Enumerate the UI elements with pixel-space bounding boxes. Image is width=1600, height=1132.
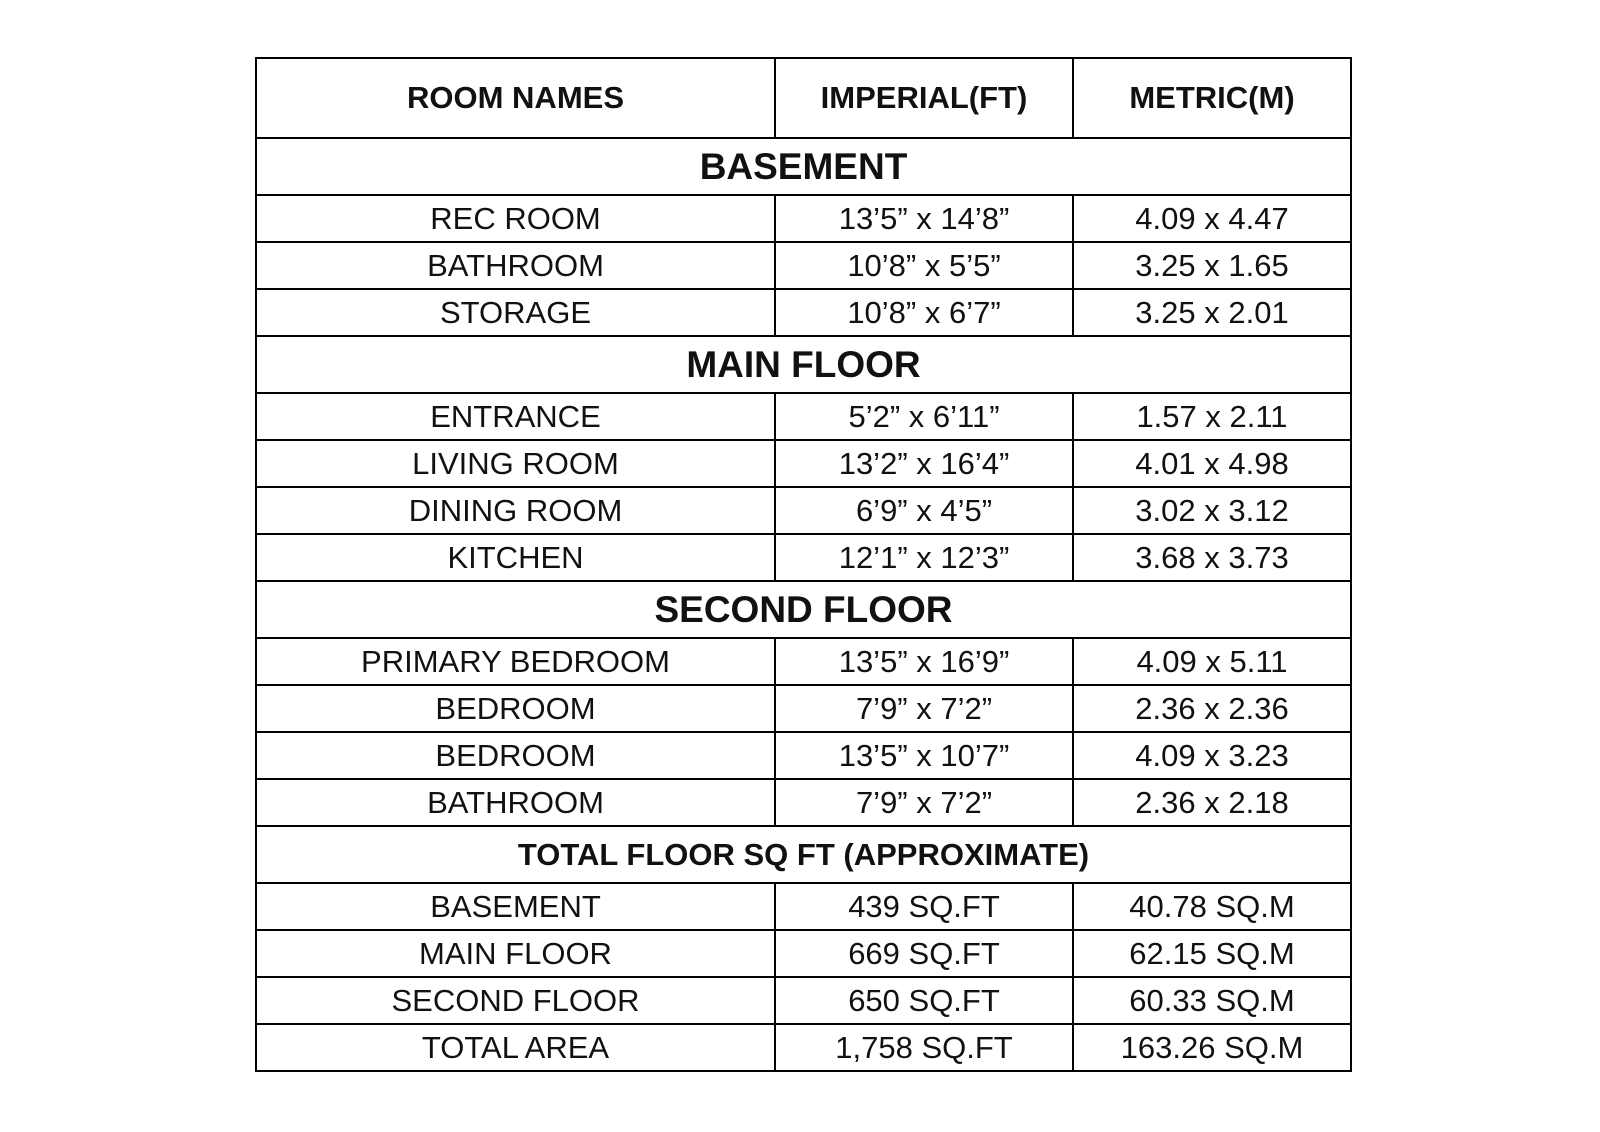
section-row-second-floor <box>256 581 1351 638</box>
header-imperial: IMPERIAL(FT) <box>775 58 1073 138</box>
room-name: REC ROOM <box>256 195 775 242</box>
section-row-basement <box>256 138 1351 195</box>
header-metric: METRIC(M) <box>1073 58 1351 138</box>
metric-area: 163.26 SQ.M <box>1073 1024 1351 1071</box>
table-row <box>256 732 1351 779</box>
metric-size: 3.68 x 3.73 <box>1073 534 1351 581</box>
metric-size: 4.09 x 4.47 <box>1073 195 1351 242</box>
metric-size: 2.36 x 2.36 <box>1073 685 1351 732</box>
table-row <box>256 487 1351 534</box>
metric-size: 2.36 x 2.18 <box>1073 779 1351 826</box>
room-name: ENTRANCE <box>256 393 775 440</box>
table-row <box>256 779 1351 826</box>
metric-area: 40.78 SQ.M <box>1073 883 1351 930</box>
table-row <box>256 685 1351 732</box>
imperial-size: 7’9” x 7’2” <box>775 685 1073 732</box>
metric-size: 3.02 x 3.12 <box>1073 487 1351 534</box>
section-row-main-floor <box>256 336 1351 393</box>
table-row <box>256 195 1351 242</box>
section-title-basement: BASEMENT <box>256 138 1351 195</box>
imperial-area: 1,758 SQ.FT <box>775 1024 1073 1071</box>
floor-name: TOTAL AREA <box>256 1024 775 1071</box>
header-row <box>256 58 1351 138</box>
table-row <box>256 977 1351 1024</box>
table-row <box>256 289 1351 336</box>
metric-size: 1.57 x 2.11 <box>1073 393 1351 440</box>
metric-size: 4.09 x 3.23 <box>1073 732 1351 779</box>
imperial-size: 5’2” x 6’11” <box>775 393 1073 440</box>
metric-size: 4.09 x 5.11 <box>1073 638 1351 685</box>
imperial-size: 7’9” x 7’2” <box>775 779 1073 826</box>
metric-size: 3.25 x 2.01 <box>1073 289 1351 336</box>
table-row <box>256 242 1351 289</box>
table-row <box>256 638 1351 685</box>
metric-size: 3.25 x 1.65 <box>1073 242 1351 289</box>
imperial-size: 13’5” x 14’8” <box>775 195 1073 242</box>
floor-name: MAIN FLOOR <box>256 930 775 977</box>
imperial-size: 10’8” x 6’7” <box>775 289 1073 336</box>
table-row <box>256 393 1351 440</box>
imperial-area: 650 SQ.FT <box>775 977 1073 1024</box>
section-title-second-floor: SECOND FLOOR <box>256 581 1351 638</box>
table-row <box>256 440 1351 487</box>
imperial-size: 13’5” x 16’9” <box>775 638 1073 685</box>
table-row <box>256 534 1351 581</box>
room-name: KITCHEN <box>256 534 775 581</box>
table-row <box>256 930 1351 977</box>
metric-area: 62.15 SQ.M <box>1073 930 1351 977</box>
room-name: BATHROOM <box>256 242 775 289</box>
section-title-main-floor: MAIN FLOOR <box>256 336 1351 393</box>
imperial-area: 439 SQ.FT <box>775 883 1073 930</box>
table-row <box>256 1024 1351 1071</box>
header-room-names: ROOM NAMES <box>256 58 775 138</box>
room-name: DINING ROOM <box>256 487 775 534</box>
room-name: STORAGE <box>256 289 775 336</box>
room-name: BATHROOM <box>256 779 775 826</box>
metric-area: 60.33 SQ.M <box>1073 977 1351 1024</box>
table-row <box>256 883 1351 930</box>
imperial-size: 10’8” x 5’5” <box>775 242 1073 289</box>
room-name: BEDROOM <box>256 732 775 779</box>
metric-size: 4.01 x 4.98 <box>1073 440 1351 487</box>
imperial-size: 13’2” x 16’4” <box>775 440 1073 487</box>
section-row-totals <box>256 826 1351 883</box>
room-dimensions-table <box>255 57 1352 1072</box>
room-name: PRIMARY BEDROOM <box>256 638 775 685</box>
room-name: LIVING ROOM <box>256 440 775 487</box>
imperial-size: 6’9” x 4’5” <box>775 487 1073 534</box>
section-title-totals: TOTAL FLOOR SQ FT (APPROXIMATE) <box>256 826 1351 883</box>
floor-name: BASEMENT <box>256 883 775 930</box>
imperial-size: 13’5” x 10’7” <box>775 732 1073 779</box>
imperial-area: 669 SQ.FT <box>775 930 1073 977</box>
room-name: BEDROOM <box>256 685 775 732</box>
imperial-size: 12’1” x 12’3” <box>775 534 1073 581</box>
floor-name: SECOND FLOOR <box>256 977 775 1024</box>
